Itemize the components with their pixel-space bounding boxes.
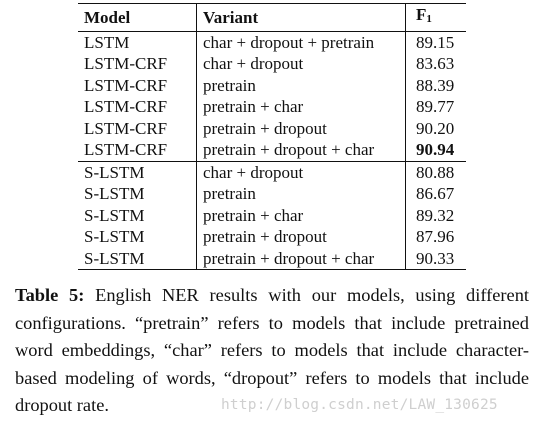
table-row — [78, 31, 466, 53]
model-cell: S-LSTM — [84, 162, 145, 182]
variant-cell: pretrain + char — [197, 205, 406, 227]
variant-cell: pretrain + dropout — [197, 118, 406, 140]
model-cell: S-LSTM — [84, 248, 145, 268]
model-cell: LSTM-CRF — [84, 118, 168, 138]
table-row — [78, 75, 466, 97]
table-row — [78, 96, 466, 118]
table-row — [78, 161, 466, 183]
variant-cell: char + dropout — [197, 53, 406, 75]
f1-cell: 89.15 — [406, 31, 467, 53]
model-cell: LSTM-CRF — [84, 140, 168, 159]
table-row — [78, 118, 466, 140]
model-cell: S-LSTM — [84, 205, 145, 225]
f1-cell: 90.20 — [406, 118, 467, 140]
header-f1-subscript: 1 — [426, 13, 432, 25]
variant-cell: char + dropout — [197, 161, 406, 183]
header-f1 — [406, 4, 467, 32]
model-cell: LSTM-CRF — [84, 97, 168, 116]
table-body — [78, 31, 466, 270]
variant-cell: pretrain — [197, 75, 406, 97]
f1-cell: 86.67 — [406, 183, 467, 205]
caption-text: English NER results with our models, using different configurations. “pretrain” refers to models that include pretrained word embeddings, “char” refers to models that include character-based modeling of words, “dropout” refers to models that include dropout rate. — [15, 285, 530, 416]
f1-cell: 89.77 — [406, 96, 467, 118]
variant-cell: pretrain + dropout + char — [197, 139, 406, 161]
table-row — [78, 226, 466, 248]
f1-cell: 90.94 — [406, 139, 467, 161]
model-cell: LSTM-CRF — [84, 54, 168, 73]
caption-label: Table 5: — [15, 285, 85, 306]
model-cell: S-LSTM — [84, 227, 145, 246]
model-cell: LSTM — [84, 32, 130, 52]
table-row — [78, 53, 466, 75]
f1-cell: 83.63 — [406, 53, 467, 75]
variant-cell: char + dropout + pretrain — [197, 31, 406, 53]
f1-cell: 88.39 — [406, 75, 467, 97]
table-row — [78, 248, 466, 270]
f1-cell: 89.32 — [406, 205, 467, 227]
model-cell: LSTM-CRF — [84, 75, 168, 95]
model-cell: S-LSTM — [84, 184, 145, 203]
watermark-url: http://blog.csdn.net/LAW_130625 — [221, 397, 498, 413]
variant-cell: pretrain + dropout — [197, 226, 406, 248]
table-row — [78, 205, 466, 227]
header-model: Model — [84, 7, 131, 27]
variant-cell: pretrain — [197, 183, 406, 205]
f1-cell: 80.88 — [406, 161, 467, 183]
results-table — [78, 3, 466, 270]
variant-cell: pretrain + dropout + char — [197, 248, 406, 270]
header-f1-letter: F — [416, 5, 427, 24]
table-header-row — [78, 4, 466, 32]
header-variant: Variant — [197, 4, 406, 32]
f1-cell: 90.33 — [406, 248, 467, 270]
variant-cell: pretrain + char — [197, 96, 406, 118]
f1-cell: 87.96 — [406, 226, 467, 248]
table-row — [78, 183, 466, 205]
table-row — [78, 139, 466, 161]
